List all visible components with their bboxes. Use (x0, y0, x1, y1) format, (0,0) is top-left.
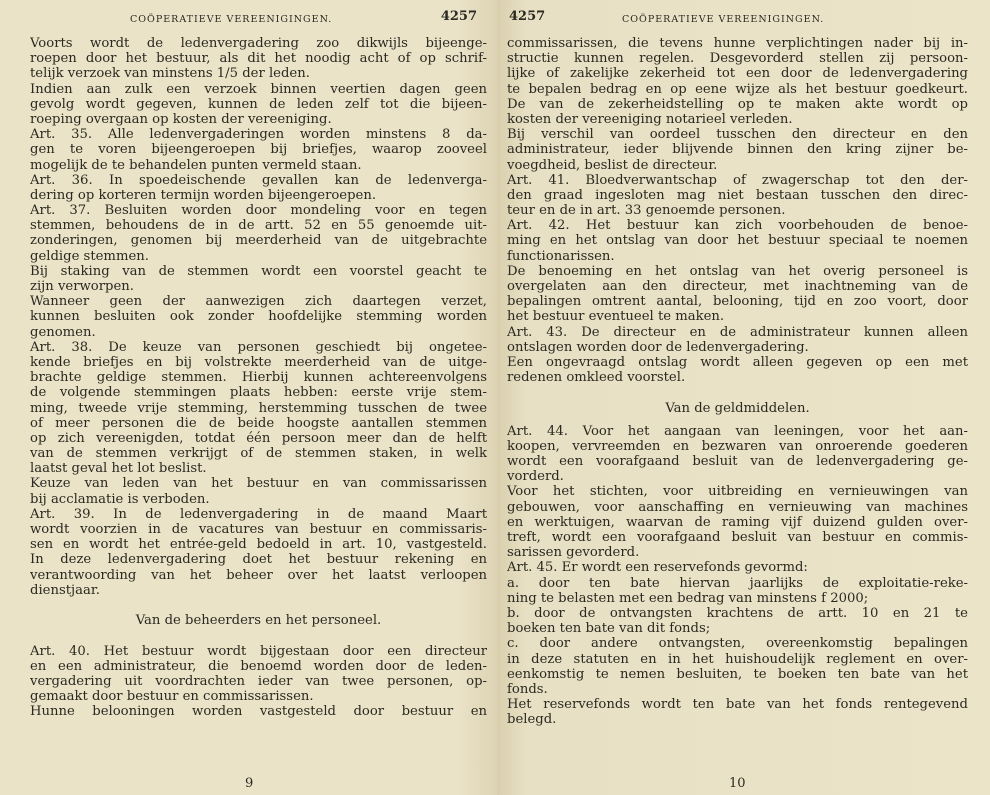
text-line: geldige stemmen. (30, 248, 149, 264)
right-page-header (507, 6, 968, 36)
text-line: Art. 36. In spoedeischende gevallen kan de ledenverga- (30, 172, 487, 188)
text-line: gebouwen, voor aanschaffing en vernieuwing van machines (507, 499, 968, 515)
text-line: In deze ledenvergadering doet het bestuur rekening en (30, 552, 487, 568)
text-line: en werktuigen, waarvan de raming vijf duizend gulden over- (507, 514, 968, 530)
text-line: in deze statuten en in het huishoudelijk reglement en over- (507, 651, 968, 667)
text-line: dienstjaar. (30, 582, 100, 598)
text-line: stemmen, behoudens de in de artt. 52 en 55 genoemde uit- (30, 218, 487, 234)
text-line: bepalingen omtrent aantal, belooning, tijd en zoo voort, door (507, 294, 968, 310)
text-line: Keuze van leden van het bestuur en van commissarissen (30, 476, 487, 492)
text-line: teur en de in art. 33 genoemde personen. (507, 203, 786, 219)
text-line: ming, tweede vrije stemming, herstemming tusschen de twee (30, 400, 487, 416)
text-line: administrateur, ieder blijvende binnen den kring zijner be- (507, 142, 968, 158)
text-line: Voorts wordt de ledenvergadering zoo dikwijls bijeenge- (30, 36, 487, 51)
text-line: Art. 40. Het bestuur wordt bijgestaan door een directeur (30, 643, 487, 659)
text-line: van de stemmen verkrijgt of de stemmen staken, in welk (30, 446, 487, 462)
spacer (507, 385, 968, 400)
spacer (30, 598, 487, 613)
text-line: fonds. (507, 681, 548, 697)
text-line: te bepalen bedrag en op eene wijze als het bestuur goedkeurt. (507, 81, 968, 97)
text-line: treft, wordt een voorafgaand besluit van bestuur en commis- (507, 530, 968, 545)
text-line: of meer personen die de beide hoogste aantallen stemmen (30, 415, 487, 431)
text-line: gen te voren bijeengeroepen bij briefjes, waarop zooveel (30, 142, 487, 158)
text-line: Hunne belooningen worden vastgesteld door bestuur en (30, 704, 487, 720)
running-head: COÖPERATIEVE VEREENIGINGEN. (130, 14, 333, 25)
left-page-body (30, 36, 487, 719)
section-heading: Van de geldmiddelen. (665, 400, 810, 416)
text-line: c. door andere ontvangsten, overeenkomstig bepalingen (507, 636, 968, 652)
text-line: b. door de ontvangsten krachtens de artt. 10 en 21 te (507, 605, 968, 621)
text-line: Bij verschil van oordeel tusschen den directeur en den (507, 127, 968, 143)
text-line: het bestuur eventueel te maken. (507, 309, 725, 325)
text-line: Voor het stichten, voor uitbreiding en vernieuwingen van (507, 484, 968, 500)
text-line: dering op korteren termijn worden bijeengeroepen. (30, 187, 377, 203)
text-line: Art. 42. Het bestuur kan zich voorbehouden de benoe- (507, 218, 968, 234)
text-line: Een ongevraagd ontslag wordt alleen gegeven op een met (507, 354, 968, 370)
text-line: structie kunnen regelen. Desgevorderd stellen zij persoon- (507, 51, 968, 67)
text-line: wordt een voorafgaand besluit van de ledenvergadering ge- (507, 454, 968, 470)
text-line: a. door ten bate hiervan jaarlijks de exploitatie-reke- (507, 575, 968, 591)
text-line: gevolg wordt gegeven, kunnen de leden zelf tot die bijeen- (30, 96, 487, 112)
text-line: koopen, vervreemden en bezwaren van onroerende goederen (507, 438, 968, 454)
text-line: redenen omkleed voorstel. (507, 370, 686, 386)
text-line: roepen door het bestuur, als dit het noodig acht of op schrif- (30, 51, 487, 67)
text-line: wordt voorzien in de vacatures van bestuur en commissaris- (30, 522, 487, 537)
text-line: Art. 44. Voor het aangaan van leeningen, voor het aan- (507, 423, 968, 439)
page-number: 9 (245, 776, 254, 791)
text-line: belegd. (507, 712, 557, 728)
text-line: Art. 41. Bloedverwantschap of zwagerschap tot den der- (507, 172, 968, 188)
text-line: den graad ingesloten mag niet bestaan tusschen den direc- (507, 187, 968, 203)
text-line: Art. 43. De directeur en de administrateur kunnen alleen (507, 324, 968, 340)
text-line: en een administrateur, die benoemd worden door de leden- (30, 658, 487, 674)
text-line: functionarissen. (507, 248, 615, 264)
text-line: zijn verworpen. (30, 279, 134, 294)
text-line: genomen. (30, 324, 96, 340)
text-line: op zich vereenigden, totdat één persoon meer dan de helft (30, 430, 487, 446)
text-line: Art. 35. Alle ledenvergaderingen worden minstens 8 da- (30, 127, 487, 143)
spacer (507, 416, 968, 424)
text-line: Bij staking van de stemmen wordt een voorstel geacht te (30, 263, 487, 279)
text-line: commissarissen, die tevens hunne verplichtingen nader bij in- (507, 36, 968, 51)
text-line: ming en het ontslag van door het bestuur speciaal te noemen (507, 233, 968, 249)
right-page-body (507, 36, 968, 727)
text-line: overgelaten aan den directeur, met inachtneming van de (507, 279, 968, 294)
text-line: gemaakt door bestuur en commissarissen. (30, 689, 314, 705)
text-line: kosten der vereeniging notarieel verleden. (507, 111, 793, 127)
text-line: roeping overgaan op kosten der vereeniging. (30, 111, 332, 127)
text-line: verantwoording van het beheer over het laatst verloopen (30, 567, 487, 583)
text-line: laatst geval het lot beslist. (30, 461, 207, 477)
header-number: 4257 (509, 9, 546, 24)
text-line: kunnen besluiten ook zonder hoofdelijke stemming worden (30, 309, 487, 325)
text-line: voegdheid, beslist de directeur. (507, 157, 718, 173)
spacer (30, 628, 487, 643)
text-line: sarissen gevorderd. (507, 545, 640, 561)
text-line: ning te belasten met een bedrag van minstens f 2000; (507, 590, 869, 606)
text-line: Art. 38. De keuze van personen geschiedt bij ongetee- (30, 339, 487, 355)
text-line: bij acclamatie is verboden. (30, 491, 210, 507)
text-line: De benoeming en het ontslag van het overig personeel is (507, 263, 968, 279)
text-line: boeken ten bate van dit fonds; (507, 621, 711, 637)
header-number: 4257 (440, 9, 477, 24)
text-line: Art. 45. Er wordt een reservefonds gevormd: (507, 560, 808, 576)
text-line: Wanneer geen der aanwezigen zich daartegen verzet, (30, 294, 487, 310)
page-number: 10 (729, 776, 746, 791)
text-line: vorderd. (507, 469, 564, 485)
text-line: kende briefjes en bij volstrekte meerderheid van de uitge- (30, 354, 487, 370)
text-line: telijk verzoek van minstens 1/5 der leden. (30, 66, 310, 82)
text-line: sen en wordt het entrée-geld bedoeld in art. 10, vastgesteld. (30, 537, 487, 553)
section-heading: Van de beheerders en het personeel. (135, 613, 382, 629)
text-line: vergadering uit voordrachten ieder van twee personen, op- (30, 673, 487, 689)
text-line: ontslagen worden door de ledenvergadering. (507, 339, 809, 355)
text-line: De van de zekerheidstelling op te maken akte wordt op (507, 96, 968, 112)
running-head: COÖPERATIEVE VEREENIGINGEN. (622, 14, 825, 25)
text-line: brachte geldige stemmen. Hierbij kunnen achtereenvolgens (30, 370, 487, 386)
text-line: eenkomstig te nemen besluiten, te boeken ten bate van het (507, 666, 968, 682)
text-line: zonderingen, genomen bij meerderheid van de uitgebrachte (30, 233, 487, 249)
text-line: lijke of zakelijke zekerheid tot een door de ledenvergadering (507, 66, 968, 82)
text-line: Art. 39. In de ledenvergadering in de maand Maart (30, 506, 487, 522)
text-line: mogelijk de te behandelen punten vermeld staan. (30, 157, 362, 173)
text-line: de volgende stemmingen plaats hebben: eerste vrije stem- (30, 385, 487, 401)
right-page (497, 0, 990, 795)
text-line: Het reservefonds wordt ten bate van het fonds rentegevend (507, 697, 968, 713)
text-line: Indien aan zulk een verzoek binnen veertien dagen geen (30, 81, 487, 97)
left-page-header (30, 6, 487, 36)
text-line: Art. 37. Besluiten worden door mondeling voor en tegen (30, 203, 487, 219)
